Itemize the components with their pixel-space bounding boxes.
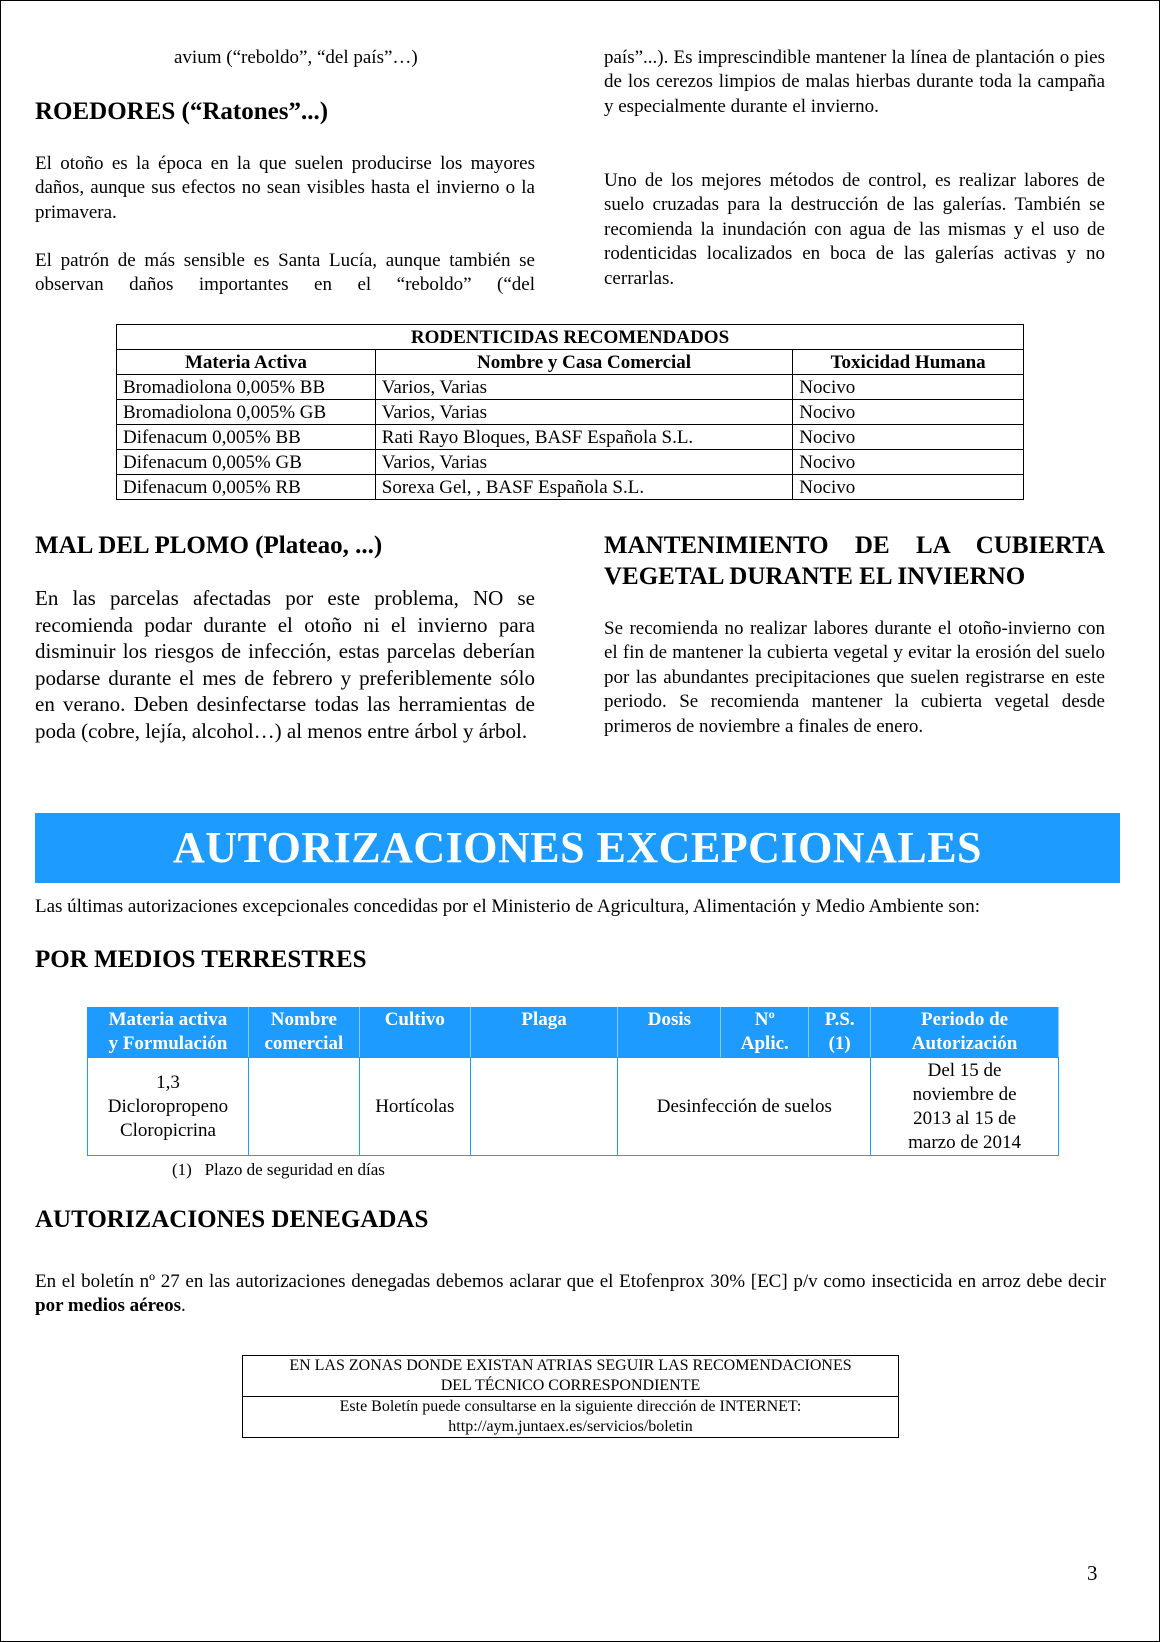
cell-materia (88, 1058, 249, 1156)
denegadas-heading: AUTORIZACIONES DENEGADAS (35, 1206, 429, 1233)
header-nombre-casa: Nombre y Casa Comercial (375, 350, 793, 375)
left-intro-text: avium (“reboldo”, “del país”…) (174, 47, 418, 68)
footer-internet-line: Este Boletín puede consultarse en la siguiente dirección de INTERNET: (339, 1398, 802, 1415)
plomo-heading: MAL DEL PLOMO (Plateao, ...) (35, 532, 383, 559)
footer-internet (243, 1397, 899, 1438)
cubierta-heading (604, 530, 1105, 592)
header-num-aplic (721, 1008, 809, 1058)
periodo-line-3: 2013 al 15 de (913, 1107, 1017, 1129)
periodo-line-4: marzo de 2014 (908, 1131, 1022, 1153)
cell-nombre: Varios, Varias (375, 450, 793, 475)
rodenticidas-table (116, 324, 1024, 500)
cubierta-heading-line-2: VEGETAL DURANTE EL INVIERNO (604, 563, 1026, 590)
cell-nombre (248, 1058, 359, 1156)
periodo-line-2: noviembre de (912, 1083, 1017, 1105)
header-aplic-line-1: Nº (754, 1009, 775, 1030)
roedores-heading: ROEDORES (“Ratones”...) (35, 98, 329, 125)
cell-plaga (470, 1058, 618, 1156)
header-nombre-line-2: comercial (264, 1033, 344, 1054)
cell-materia: Difenacum 0,005% BB (117, 425, 376, 450)
roedores-paragraph-2: El patrón de más sensible es Santa Lucía, aunque también se observan daños importantes en el “reboldo” (“del (35, 250, 535, 296)
denegadas-text: En el boletín nº 27 en las autorizaciones denegadas debemos aclarar que el Etofenprox 30% [EC] p/v como insecticida en arroz debe decir (35, 1271, 1106, 1292)
roedores-paragraph-1: El otoño es la época en la que suelen producirse los mayores daños, aunque sus efectos no sean visibles hasta el invierno o la primavera. (35, 153, 535, 223)
header-toxicidad: Toxicidad Humana (793, 350, 1024, 375)
cell-nombre: Varios, Varias (375, 375, 793, 400)
roedores-paragraph-3: país”...). Es imprescindible mantener la línea de plantación o pies de los cerezos limpios de malas hierbas durante toda la campaña y especialmente durante el invierno. (604, 47, 1105, 117)
cubierta-paragraph: Se recomienda no realizar labores durante el otoño-invierno con el fin de mantener la cubierta vegetal y evitar la erosión del suelo por las abundantes precipitaciones que suelen registrarse en este periodo. Se recomienda mantener la cubierta vegetal desde primeros de noviembre a finales de enero. (604, 618, 1105, 737)
materia-line-1: 1,3 (156, 1071, 180, 1093)
autorizaciones-intro: Las últimas autorizaciones excepcionales concedidas por el Ministerio de Agricultura, Alimentación y Medio Ambiente son: (35, 896, 980, 917)
footnote-text: Plazo de seguridad en días (204, 1160, 385, 1179)
header-nombre-line-1: Nombre (270, 1009, 337, 1030)
header-aplic-line-2: Aplic. (740, 1033, 789, 1054)
denegadas-text-end: . (181, 1295, 186, 1317)
header-ps-line-1: P.S. (824, 1009, 855, 1030)
header-materia-formulacion (88, 1008, 249, 1058)
cell-materia: Bromadiolona 0,005% GB (117, 400, 376, 425)
materia-line-3: Cloropicrina (119, 1119, 216, 1141)
cell-cultivo: Hortícolas (359, 1058, 470, 1156)
table-row (117, 450, 1024, 475)
footnote (172, 1160, 385, 1180)
footer-warning (243, 1356, 899, 1397)
plomo-paragraph: En las parcelas afectadas por este problema, NO se recomienda podar durante el otoño ni el invierno para disminuir los riesgos de infección, estas parcelas deberían podarse durante el mes de febrero y preferiblemente sólo en verano. Deben desinfectarse todas las herramientas de poda (cobre, lejía, alcohol…) al menos entre árbol y árbol. (35, 586, 535, 743)
header-cultivo: Cultivo (359, 1008, 470, 1058)
cell-nombre: Rati Rayo Bloques, BASF Española S.L. (375, 425, 793, 450)
cell-dosis-desinfeccion: Desinfección de suelos (618, 1058, 871, 1156)
cell-materia: Difenacum 0,005% RB (117, 475, 376, 500)
cell-materia: Bromadiolona 0,005% BB (117, 375, 376, 400)
denegadas-paragraph (35, 1270, 1106, 1319)
header-dosis: Dosis (618, 1008, 721, 1058)
header-periodo (871, 1008, 1059, 1058)
autorizaciones-table (87, 1007, 1059, 1156)
table-row (117, 400, 1024, 425)
header-ps (809, 1008, 871, 1058)
header-materia-line-2: y Formulación (108, 1033, 228, 1054)
footnote-number: (1) (172, 1160, 192, 1179)
cell-nombre: Varios, Varias (375, 400, 793, 425)
terrestres-heading: POR MEDIOS TERRESTRES (35, 946, 367, 973)
cell-materia: Difenacum 0,005% GB (117, 450, 376, 475)
cell-toxicidad: Nocivo (793, 475, 1024, 500)
cell-nombre: Sorexa Gel, , BASF Española S.L. (375, 475, 793, 500)
header-materia-line-1: Materia activa (108, 1009, 228, 1030)
cell-toxicidad: Nocivo (793, 375, 1024, 400)
cell-toxicidad: Nocivo (793, 425, 1024, 450)
autorizaciones-banner: AUTORIZACIONES EXCEPCIONALES (35, 813, 1120, 883)
rodenticidas-title: RODENTICIDAS RECOMENDADOS (117, 325, 1024, 350)
materia-line-2: Dicloropropeno (107, 1095, 229, 1117)
table-row (88, 1058, 1059, 1156)
footer-url: http://aym.juntaex.es/servicios/boletin (448, 1418, 693, 1435)
header-periodo-line-1: Periodo de (921, 1009, 1009, 1030)
header-nombre-comercial (248, 1008, 359, 1058)
header-plaga: Plaga (470, 1008, 618, 1058)
cubierta-heading-line-1: MANTENIMIENTO DE LA CUBIERTA (604, 532, 1105, 559)
footer-warning-line-2: DEL TÉCNICO CORRESPONDIENTE (440, 1377, 701, 1394)
footer-warning-line-1: EN LAS ZONAS DONDE EXISTAN ATRIAS SEGUIR LAS RECOMENDACIONES (289, 1357, 852, 1374)
cell-periodo (871, 1058, 1059, 1156)
denegadas-text-bold: por medios aéreos (35, 1295, 182, 1317)
table-row (117, 475, 1024, 500)
header-periodo-line-2: Autorización (911, 1033, 1018, 1054)
header-ps-line-2: (1) (828, 1033, 851, 1054)
cell-toxicidad: Nocivo (793, 400, 1024, 425)
roedores-paragraph-4: Uno de los mejores métodos de control, es realizar labores de suelo cruzadas para la destrucción de las galerías. También se recomienda la inundación con agua de las mismas y el uso de rodenticidas localizados en boca de las galerías activas y no cerrarlas. (604, 170, 1105, 289)
cell-toxicidad: Nocivo (793, 450, 1024, 475)
header-materia-activa: Materia Activa (117, 350, 376, 375)
footer-box (242, 1355, 899, 1438)
table-row (117, 425, 1024, 450)
page-number: 3 (1087, 1561, 1098, 1585)
table-row (117, 375, 1024, 400)
periodo-line-1: Del 15 de (927, 1059, 1002, 1081)
